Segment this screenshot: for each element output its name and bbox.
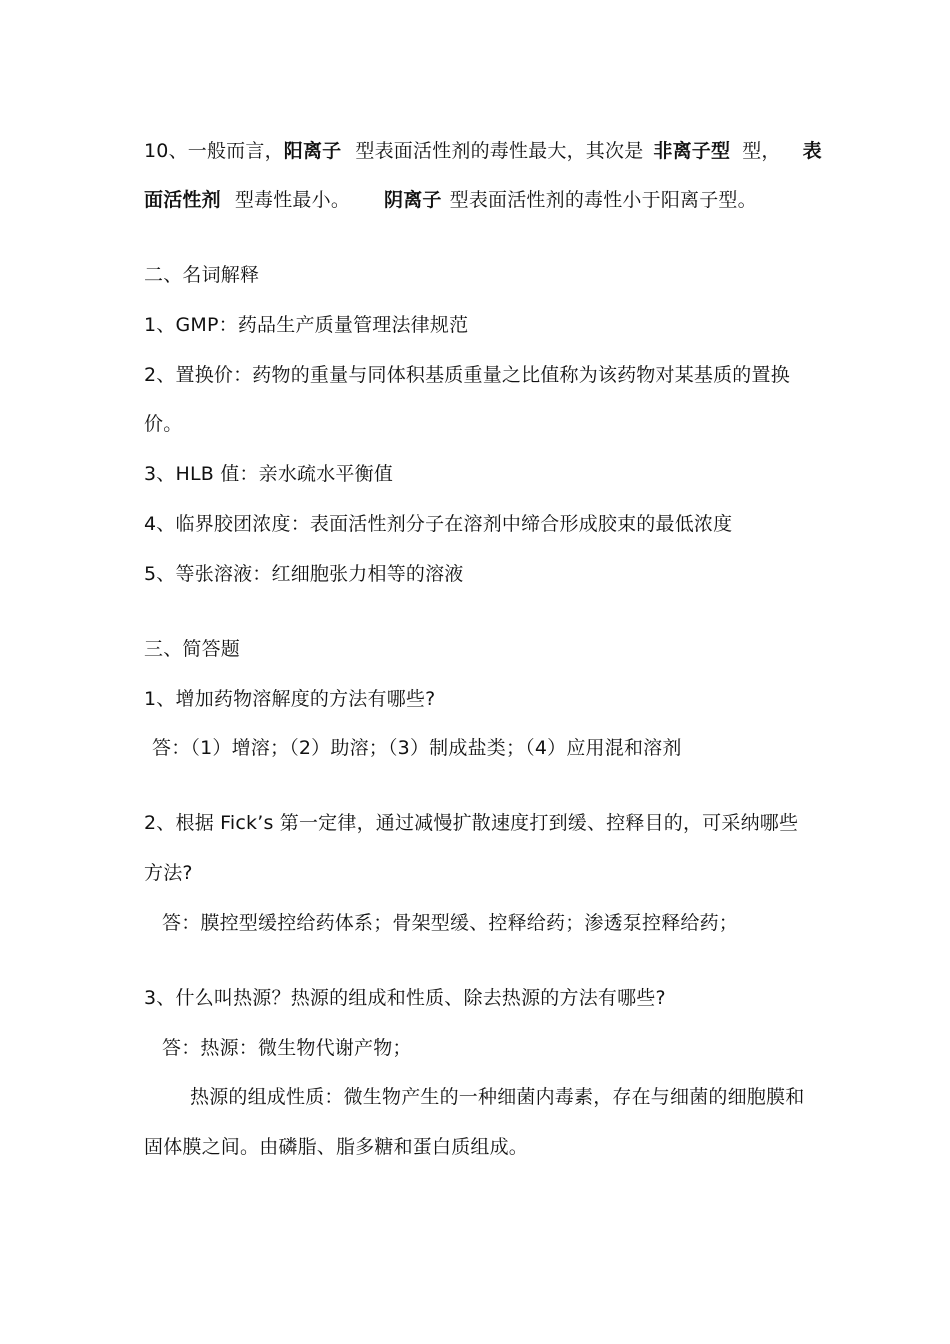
answer-3-line-2: 热源的组成性质：微生物产生的一种细菌内毒素，存在与细菌的细胞膜和 xyxy=(190,1086,805,1108)
section3-heading: 三、简答题 xyxy=(144,638,241,660)
answer-cationic: 阳离子 xyxy=(283,140,342,162)
term-hlb: 3、HLB 值：亲水疏水平衡值 xyxy=(144,463,394,485)
answer-3-line-3: 固体膜之间。由磷脂、脂多糖和蛋白质组成。 xyxy=(144,1136,529,1158)
answer-3: 答：热源：微生物代谢产物； xyxy=(162,1037,412,1059)
answer-nonionic: 非离子型 xyxy=(653,140,731,162)
answer-anionic: 阴离子 xyxy=(384,189,442,211)
q10-line-1 xyxy=(144,137,822,165)
term-displacement-value-cont: 价。 xyxy=(144,413,183,435)
question-1: 1、增加药物溶解度的方法有哪些? xyxy=(144,688,436,710)
q10-text-3: 型毒性最小。 xyxy=(234,189,351,211)
q10-prefix: 10、一般而言， xyxy=(144,140,284,162)
question-3: 3、什么叫热源？热源的组成和性质、除去热源的方法有哪些? xyxy=(144,987,666,1009)
term-displacement-value: 2、置换价：药物的重量与同体积基质重量之比值称为该药物对某基质的置换 xyxy=(144,364,790,386)
question-2-line-2: 方法? xyxy=(144,862,193,884)
answer-2: 答：膜控型缓控给药体系；骨架型缓、控释给药；渗透泵控释给药； xyxy=(162,912,739,934)
q10-text-2: 型， xyxy=(742,140,781,162)
answer-surfactant-part2: 面活性剂 xyxy=(144,189,221,211)
q10-line-2 xyxy=(144,186,757,214)
q10-text-4: 型表面活性剂的毒性小于阳离子型。 xyxy=(449,189,757,211)
question-2-line-1: 2、根据 Fick’s 第一定律，通过减慢扩散速度打到缓、控释目的，可采纳哪些 xyxy=(144,812,799,834)
answer-1: 答：（1）增溶；（2）助溶；（3）制成盐类；（4）应用混和溶剂 xyxy=(152,737,682,759)
term-cmc: 4、临界胶团浓度：表面活性剂分子在溶剂中缔合形成胶束的最低浓度 xyxy=(144,513,733,535)
q10-text-1: 型表面活性剂的毒性最大，其次是 xyxy=(355,140,644,162)
answer-surfactant-part1: 表 xyxy=(802,140,822,162)
term-isotonic: 5、等张溶液：红细胞张力相等的溶液 xyxy=(144,563,464,585)
section2-heading: 二、名词解释 xyxy=(144,264,260,286)
term-gmp: 1、GMP：药品生产质量管理法律规范 xyxy=(144,314,469,336)
